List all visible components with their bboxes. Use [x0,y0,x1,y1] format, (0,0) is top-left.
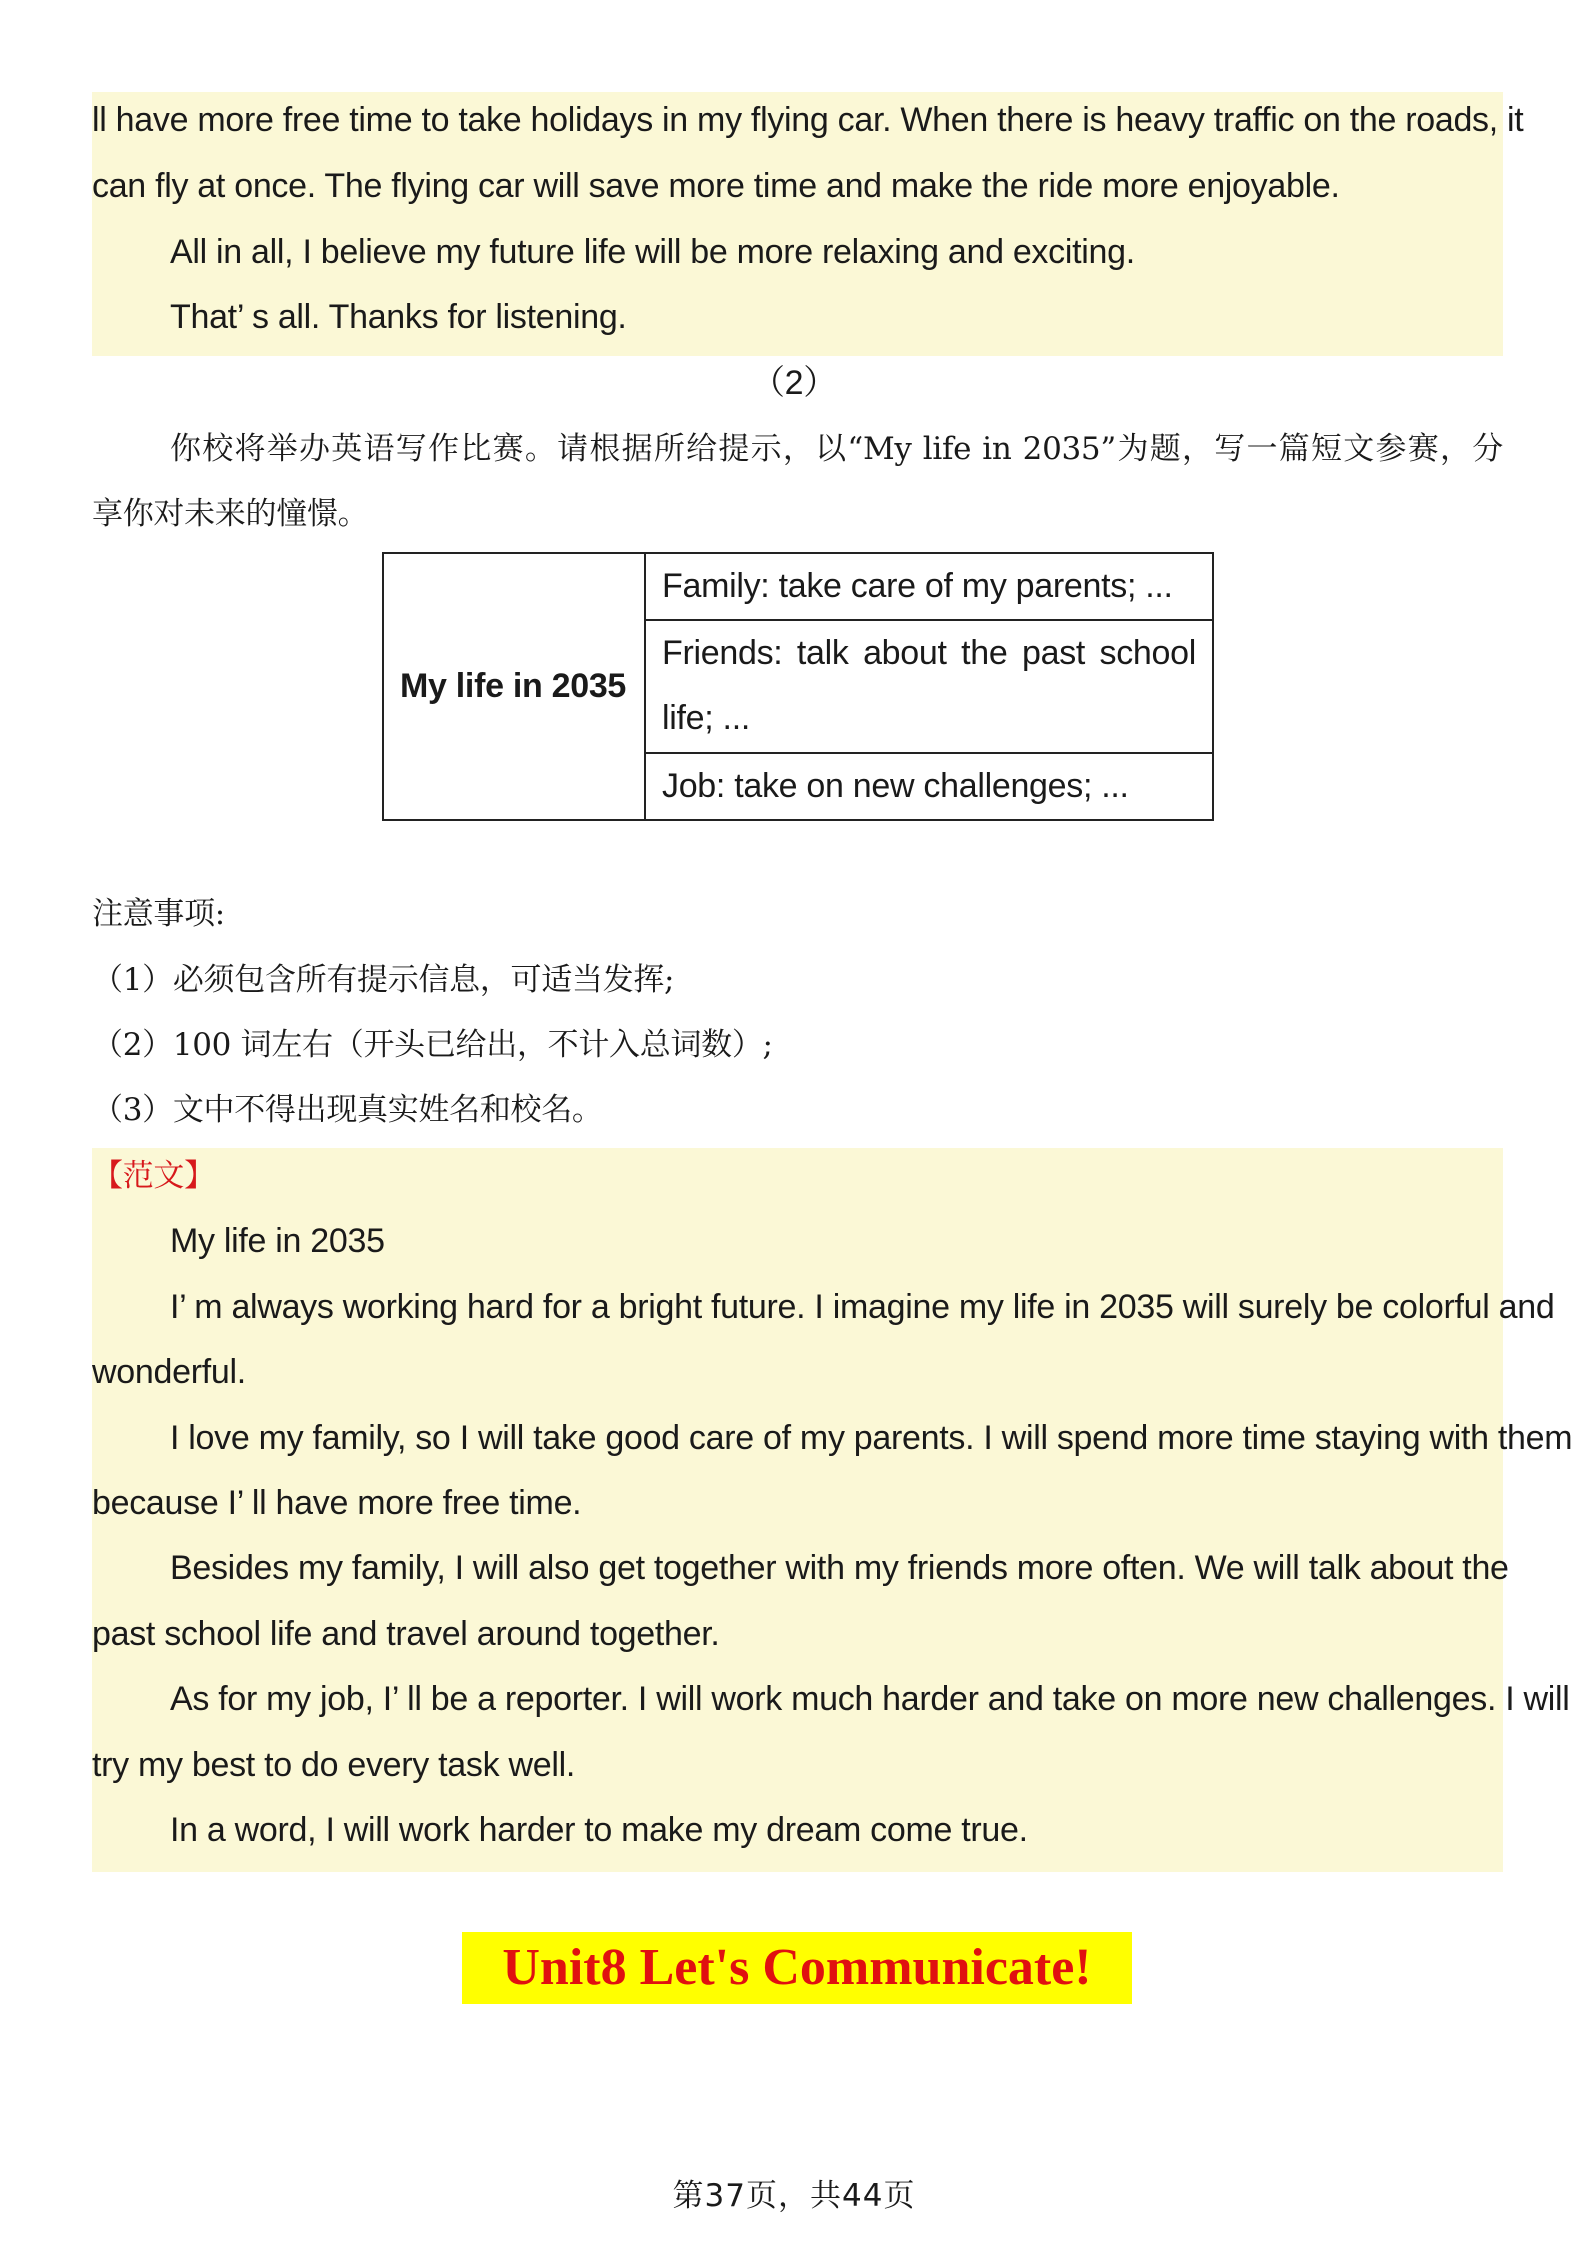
model-essay-line: wonderful. [92,1353,246,1391]
task-prompt: 享你对未来的憧憬。 [92,496,369,532]
note-item: （1）必须包含所有提示信息，可适当发挥; [92,962,675,998]
note-item: （3）文中不得出现真实姓名和校名。 [92,1092,603,1128]
model-essay-title: My life in 2035 [170,1222,385,1260]
model-essay-line: I love my family, so I will take good care of my parents. I will spend more time staying with them [170,1419,1573,1457]
hint-friends: Friends: talk about the past school life; ... [645,620,1213,752]
model-essay-label: 【范文】 [92,1158,215,1194]
task-prompt: 你校将举办英语写作比赛。请根据所给提示，以“My life in 2035”为题，写一篇短文参赛，分 [170,431,1503,467]
model-essay-line: past school life and travel around together. [92,1615,720,1653]
note-item: （2）100 词左右（开头已给出，不计入总词数）; [92,1027,773,1063]
essay-line: That’ s all. Thanks for listening. [170,298,627,336]
essay-line: can fly at once. The flying car will save more time and make the ride more enjoyable. [92,167,1340,205]
unit-title: Unit8 Let's Communicate! [462,1932,1132,2004]
hint-table [382,552,1214,821]
model-essay-line: Besides my family, I will also get together with my friends more often. We will talk about the [170,1549,1509,1587]
model-essay-line: because I’ ll have more free time. [92,1484,582,1522]
page-number: 第37页，共44页 [672,2178,916,2214]
essay-line: All in all, I believe my future life will be more relaxing and exciting. [170,233,1135,271]
essay-line: ll have more free time to take holidays in my flying car. When there is heavy traffic on the roads, it [92,101,1524,139]
model-essay-line: try my best to do every task well. [92,1746,575,1784]
notes-heading: 注意事项: [92,896,225,932]
task-number: （2） [750,364,837,402]
hint-family: Family: take care of my parents; ... [645,553,1213,620]
model-essay-line: In a word, I will work harder to make my dream come true. [170,1811,1028,1849]
model-essay-line: I’ m always working hard for a bright future. I imagine my life in 2035 will surely be colorful and [170,1288,1555,1326]
hint-job: Job: take on new challenges; ... [645,753,1213,820]
model-essay-line: As for my job, I’ ll be a reporter. I will work much harder and take on more new challenges. I will [170,1680,1570,1718]
hint-table-title: My life in 2035 [383,553,645,820]
